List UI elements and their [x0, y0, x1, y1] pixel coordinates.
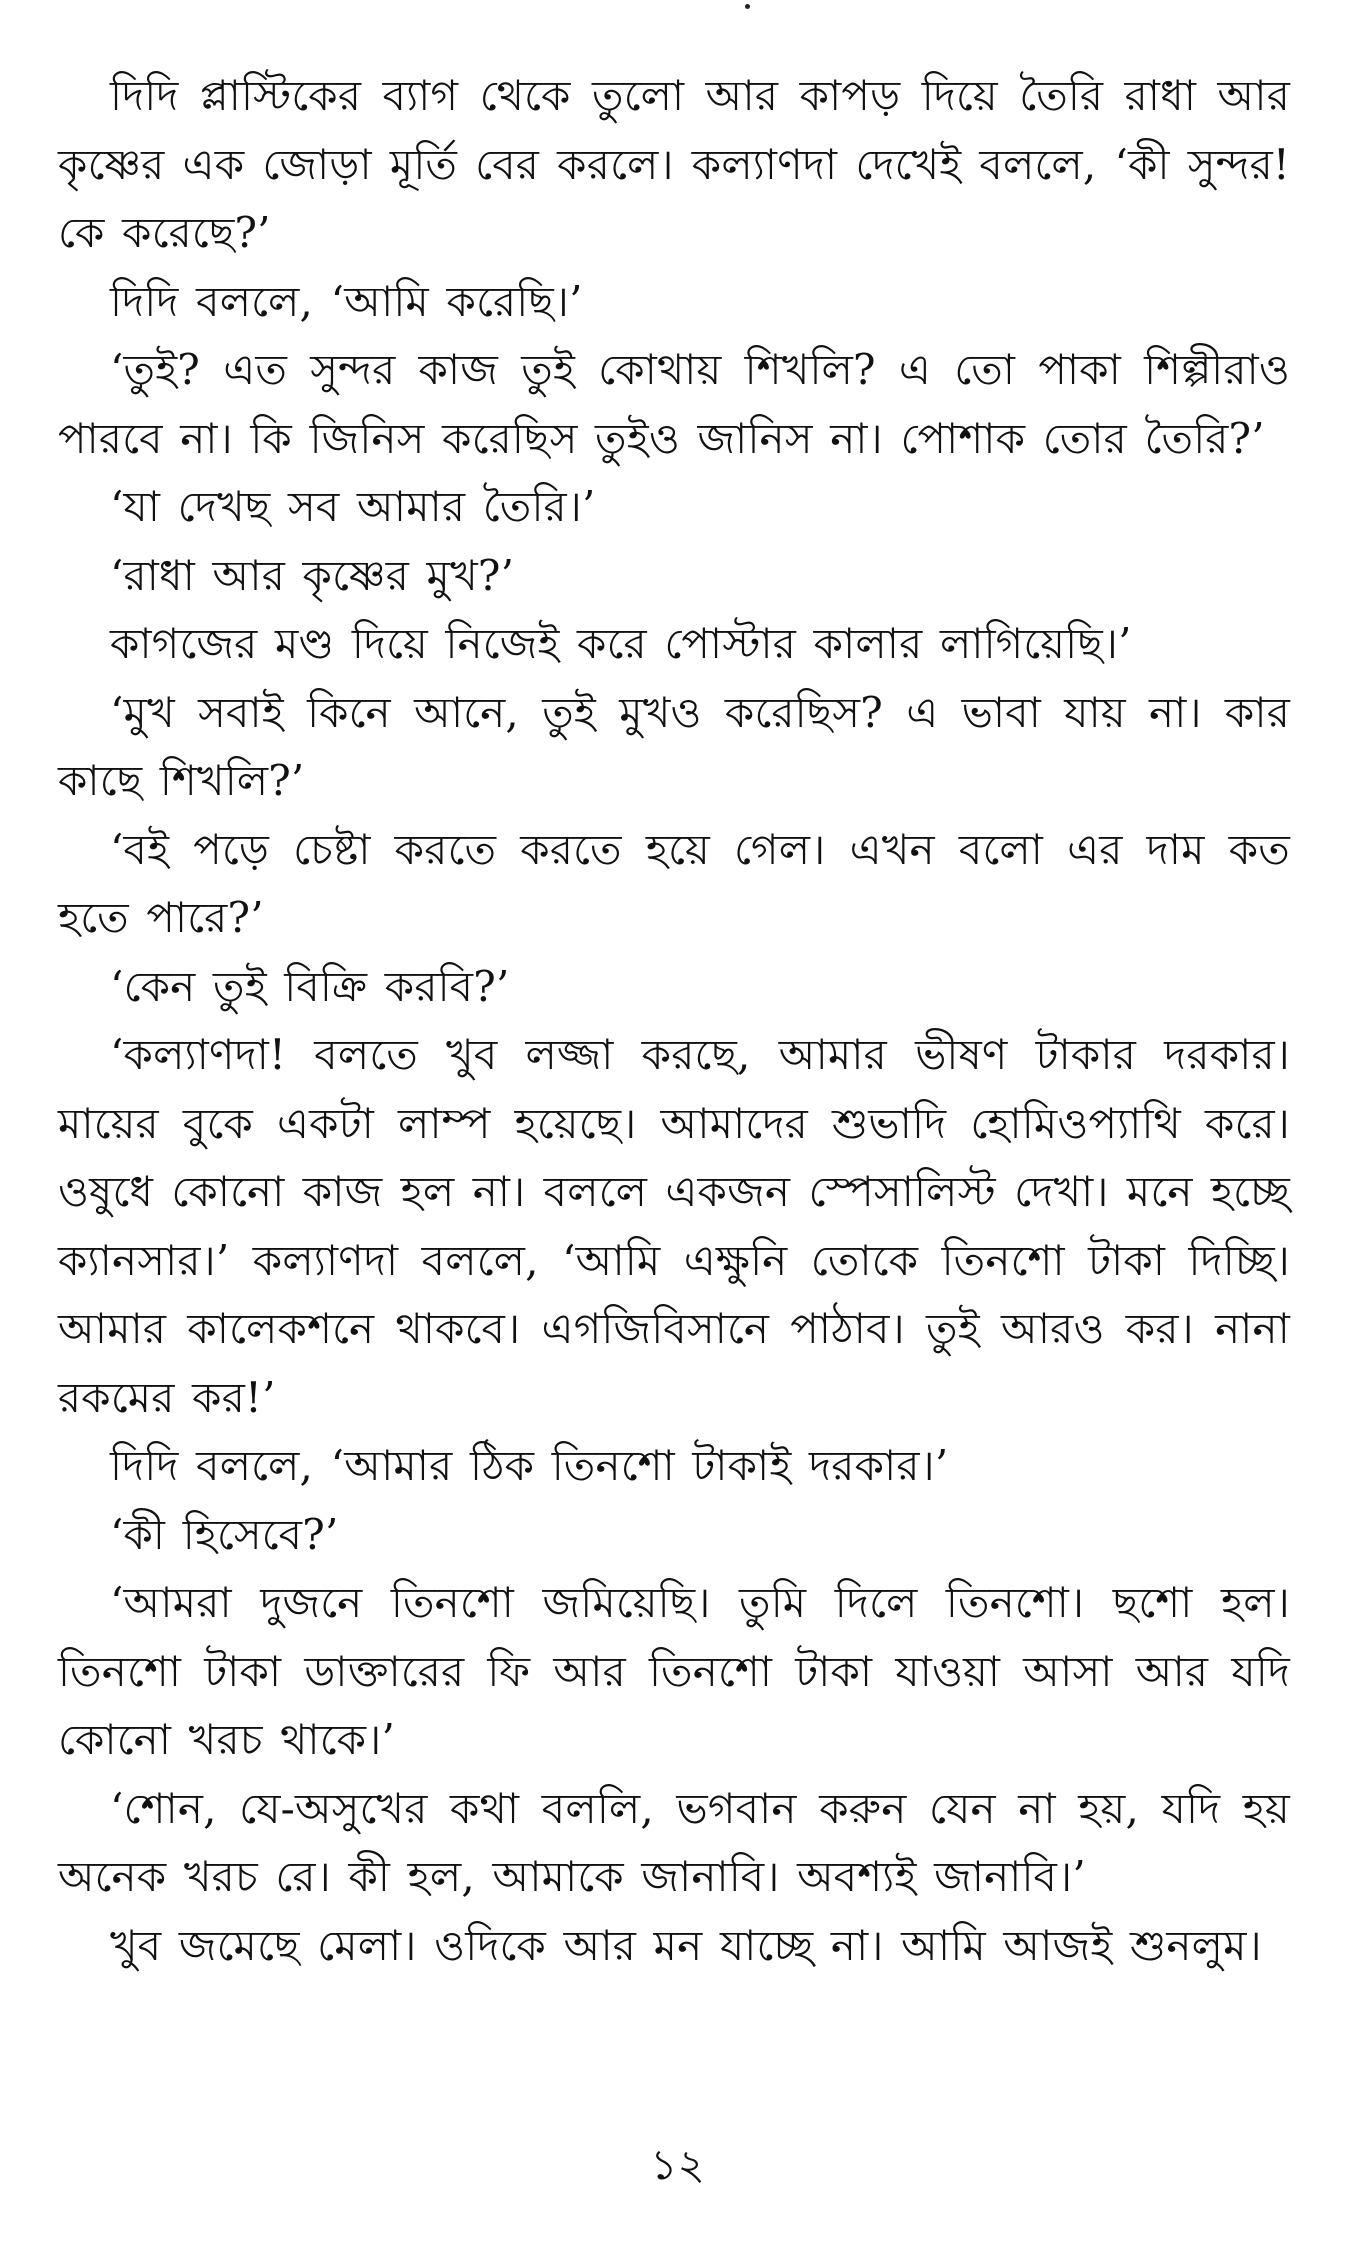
page-number: ১২ [650, 2140, 705, 2189]
paragraph: ‘শোন, যে-অসুখের কথা বললি, ভগবান করুন যেন না হয়, যদি হয় অনেক খরচ রে। কী হল, আমাকে জানাবি। অবশ্যই জানাবি।’ [58, 1783, 1290, 1901]
paragraph: ‘তুই? এত সুন্দর কাজ তুই কোথায় শিখলি? এ তো পাকা শিল্পীরাও পারবে না। কি জিনিস করেছিস তুইও জানিস না। পোশাক তোর তৈরি?’ [58, 345, 1290, 463]
paragraph: ‘যা দেখছ সব আমার তৈরি।’ [110, 482, 596, 531]
paragraph: ‘আমরা দুজনে তিনশো জমিয়েছি। তুমি দিলে তিনশো। ছশো হল। তিনশো টাকা ডাক্তারের ফি আর তিনশো টাকা যাওয়া আসা আর যদি কোনো খরচ থাকে।’ [58, 1578, 1290, 1764]
paragraph: কাগজের মণ্ড দিয়ে নিজেই করে পোস্টার কালার লাগিয়েছি।’ [110, 619, 1132, 668]
paragraph: দিদি প্লাস্টিকের ব্যাগ থেকে তুলো আর কাপড় দিয়ে তৈরি রাধা আর কৃষ্ণের এক জোড়া মূর্তি বের করলে। কল্যাণদা দেখেই বললে, ‘কী সুন্দর! কে করেছে?’ [58, 71, 1290, 257]
page-text-block [58, 62, 1290, 1980]
paragraph: ‘মুখ সবাই কিনে আনে, তুই মুখও করেছিস? এ ভাবা যায় না। কার কাছে শিখলি?’ [58, 687, 1290, 805]
paragraph: খুব জমেছে মেলা। ওদিকে আর মন যাচ্ছে না। আমি আজই শুনলুম। [110, 1920, 1262, 1970]
paragraph: ‘বই পড়ে চেষ্টা করতে করতে হয়ে গেল। এখন বলো এর দাম কত হতে পারে?’ [58, 824, 1290, 942]
paragraph: দিদি বললে, ‘আমি করেছি।’ [110, 276, 583, 326]
paragraph: ‘রাধা আর কৃষ্ণের মুখ?’ [110, 550, 515, 600]
paragraph: ‘কল্যাণদা! বলতে খুব লজ্জা করছে, আমার ভীষণ টাকার দরকার। মায়ের বুকে একটা লাম্প হয়েছে। আমাদের শুভাদি হোমিওপ্যাথি করে। ওষুধে কোনো কাজ হল না। বললে একজন স্পেসালিস্ট দেখা। মনে হচ্ছে ক্যানসার।’ কল্যাণদা বললে, ‘আমি এক্ষুনি তোকে তিনশো টাকা দিচ্ছি। আমার কালেকশনে থাকবে। এগজিবিসানে পাঠাব। তুই আরও কর। নানা রকমের কর!’ [58, 1030, 1290, 1422]
ink-speck [745, 4, 750, 9]
paragraph: ‘কেন তুই বিক্রি করবি?’ [110, 961, 510, 1011]
paragraph: ‘কী হিসেবে?’ [110, 1509, 339, 1559]
paragraph: দিদি বললে, ‘আমার ঠিক তিনশো টাকাই দরকার।’ [110, 1441, 949, 1490]
